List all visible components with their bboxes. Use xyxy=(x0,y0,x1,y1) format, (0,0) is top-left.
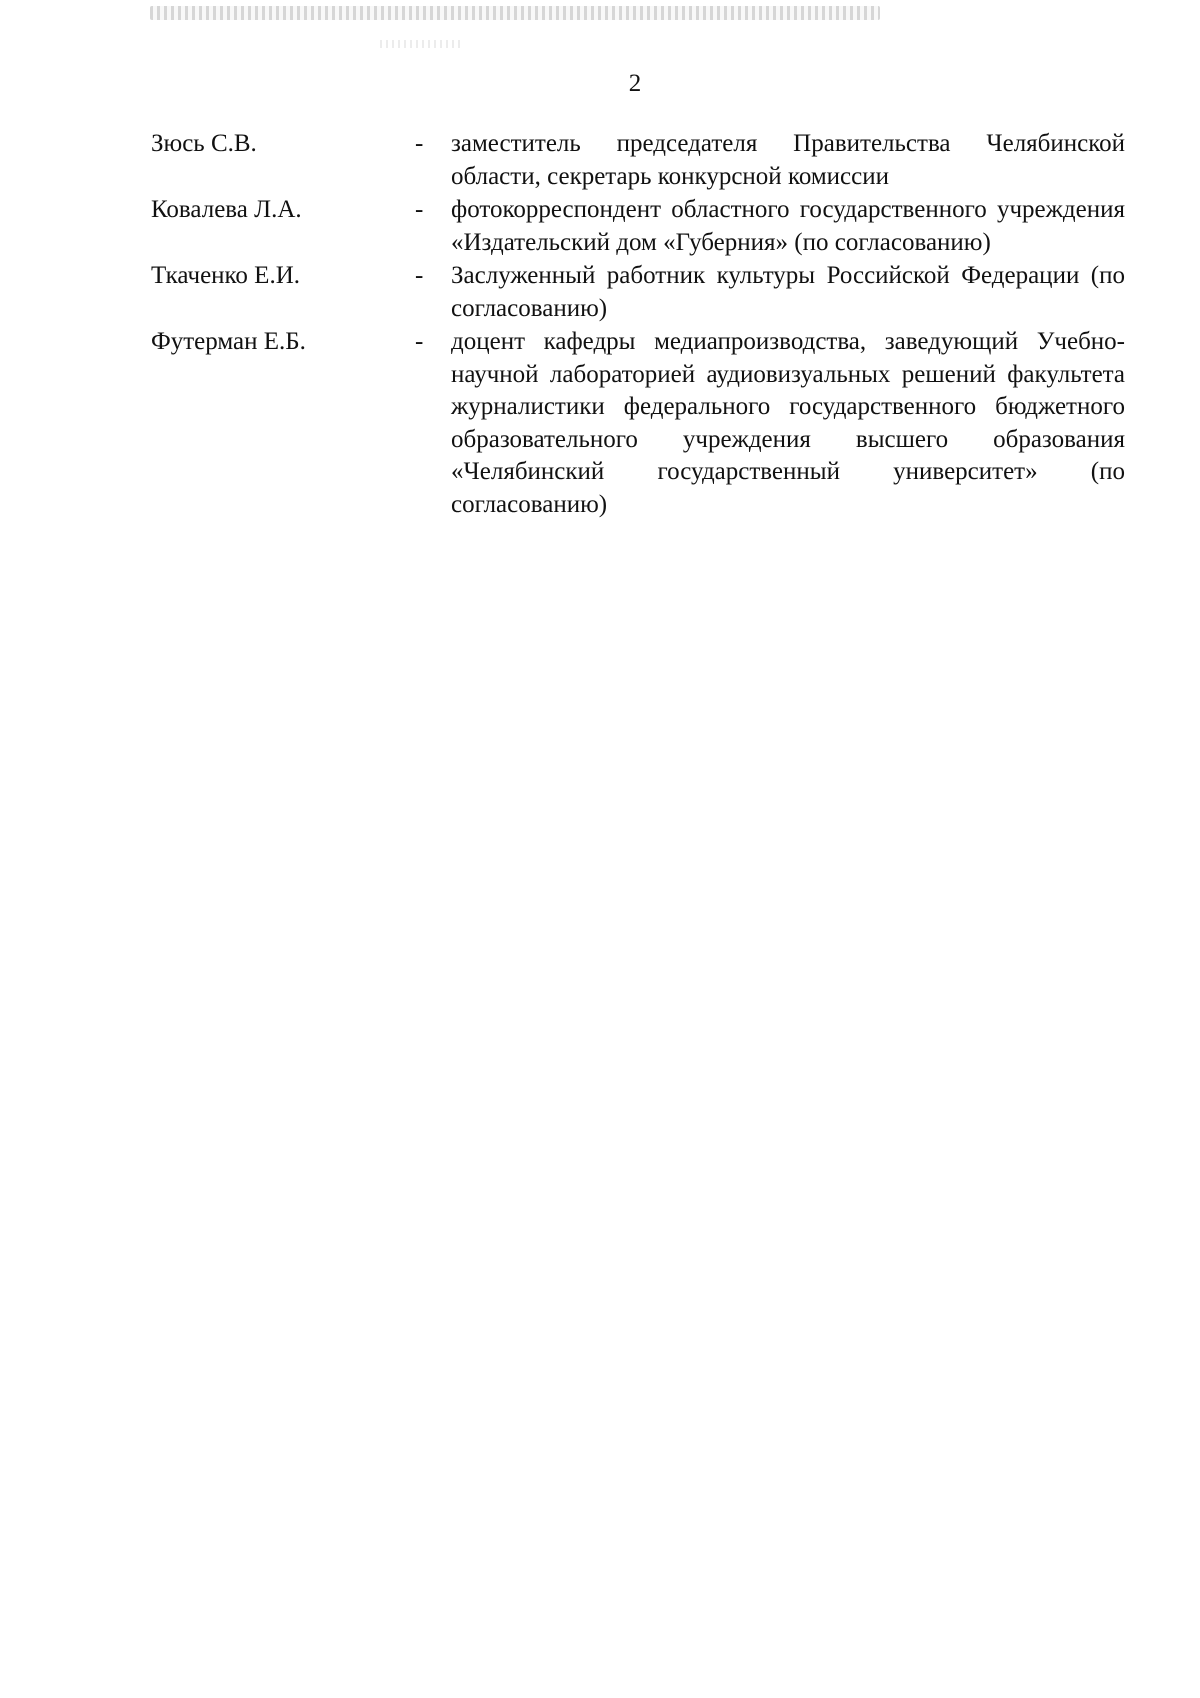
page-number: 2 xyxy=(628,70,642,97)
member-name: Зюсь С.В. xyxy=(151,130,257,157)
member-description: заместитель председателя Правительства Челябинской области, секретарь конкурсной комиссии xyxy=(451,130,1125,190)
member-name: Ковалева Л.А. xyxy=(151,196,302,223)
member-row xyxy=(151,194,1141,259)
scan-artifact xyxy=(150,6,880,20)
member-dash: - xyxy=(415,196,424,223)
member-list xyxy=(151,128,1141,522)
member-row xyxy=(151,260,1141,325)
member-name: Ткаченко Е.И. xyxy=(151,262,301,289)
member-dash: - xyxy=(415,328,424,355)
member-row xyxy=(151,326,1141,521)
member-description: Заслуженный работник культуры Российской Федерации (по согласованию) xyxy=(451,262,1125,322)
member-name: Футерман Е.Б. xyxy=(151,328,306,355)
member-dash: - xyxy=(415,130,424,157)
member-dash: - xyxy=(415,262,424,289)
member-description: доцент кафедры медиапроизводства, заведующий Учебно-научной лабораторией аудиовизуальных решений факультета журналистики федерального государственного бюджетного образовательного учреждения высшего образования «Челябинский государственный университет» (по согласованию) xyxy=(451,328,1125,518)
scan-artifact xyxy=(380,40,460,48)
member-description: фотокорреспондент областного государственного учреждения «Издательский дом «Губерния» (по согласованию) xyxy=(451,196,1125,256)
member-row xyxy=(151,128,1141,193)
